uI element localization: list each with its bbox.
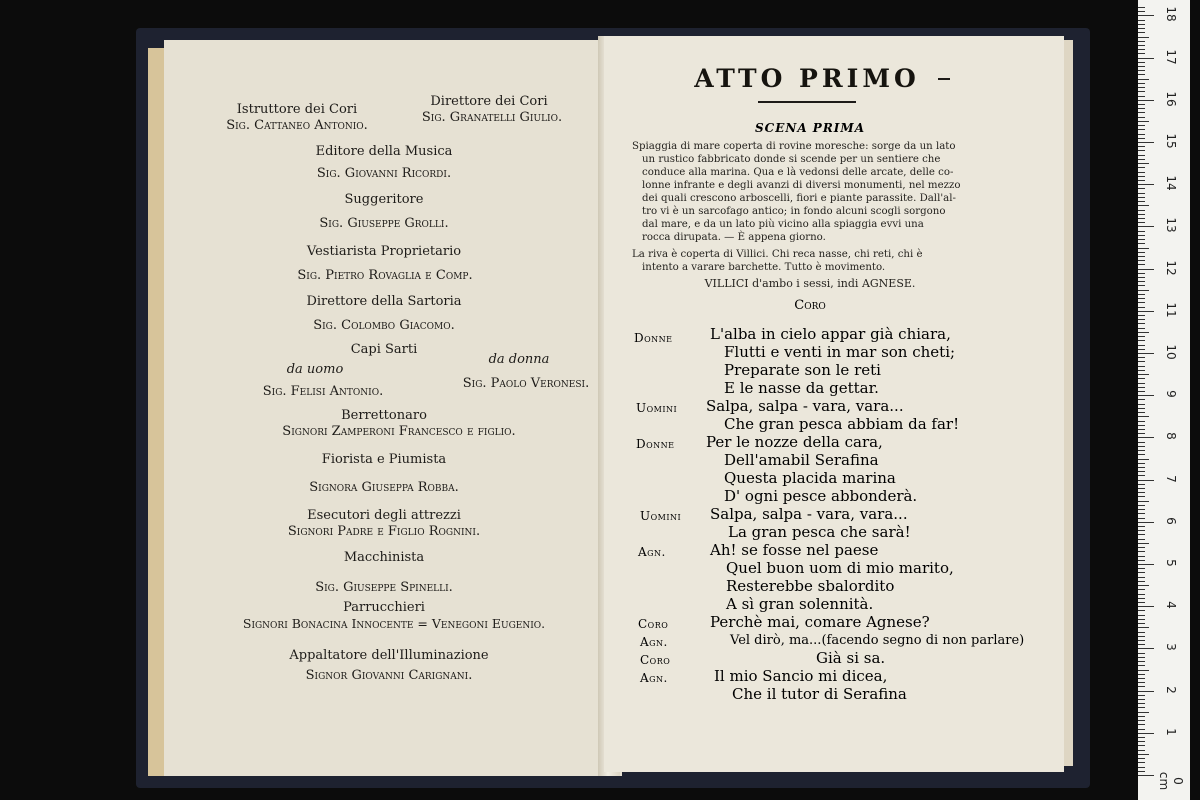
ruler-tick bbox=[1138, 79, 1149, 80]
ruler-label: 3 bbox=[1164, 643, 1178, 652]
ruler-tick bbox=[1138, 775, 1154, 776]
ruler-tick bbox=[1138, 623, 1145, 624]
ruler-tick bbox=[1138, 581, 1145, 582]
ruler-tick bbox=[1138, 627, 1149, 628]
ruler-tick bbox=[1138, 610, 1145, 611]
ruler-tick bbox=[1138, 188, 1145, 189]
ruler-tick bbox=[1138, 691, 1154, 692]
ruler-tick bbox=[1138, 277, 1145, 278]
ruler-tick bbox=[1138, 724, 1145, 725]
ruler-tick bbox=[1138, 522, 1154, 523]
credit-role: Editore della Musica bbox=[315, 144, 453, 159]
ruler-tick bbox=[1138, 117, 1145, 118]
credit-name: Sig. Paolo Veronesi. bbox=[462, 376, 590, 391]
description-line: rocca dirupata. — È appena giorno. bbox=[642, 232, 826, 243]
ruler-tick bbox=[1138, 172, 1145, 173]
ruler-tick bbox=[1138, 459, 1149, 460]
ruler-tick bbox=[1138, 416, 1149, 417]
ruler-tick bbox=[1138, 112, 1145, 113]
ruler-tick bbox=[1138, 404, 1145, 405]
ruler-tick bbox=[1138, 138, 1145, 139]
description-line: dal mare, e da un lato più vicino alla spiaggia evvi una bbox=[642, 219, 924, 230]
ruler-tick bbox=[1138, 121, 1149, 122]
verse-line: Quel buon uom di mio marito, bbox=[726, 559, 954, 577]
ruler-tick bbox=[1138, 699, 1145, 700]
ruler-tick bbox=[1138, 197, 1145, 198]
ruler-label: 2 bbox=[1164, 685, 1178, 694]
ruler-tick bbox=[1138, 108, 1145, 109]
ruler-label: 17 bbox=[1164, 48, 1178, 65]
ruler-tick bbox=[1138, 729, 1145, 730]
ruler-tick bbox=[1138, 336, 1145, 337]
credit-role: Fiorista e Piumista bbox=[321, 452, 447, 467]
verse-line: Vel dirò, ma...(facendo segno di non parlare) bbox=[730, 633, 1025, 648]
credit-name: Sig. Colombo Giacomo. bbox=[313, 318, 455, 333]
ruler-tick bbox=[1138, 640, 1145, 641]
ruler-label: 7 bbox=[1164, 474, 1178, 483]
description-line: dei quali crescono arboscelli, fiori e piante parassite. Dall'al- bbox=[642, 193, 956, 204]
speaker: Uomini bbox=[640, 509, 682, 523]
ruler-tick bbox=[1138, 467, 1145, 468]
ruler-tick bbox=[1138, 425, 1145, 426]
scene-title: SCENA PRIMA bbox=[754, 121, 866, 135]
left-page bbox=[164, 40, 622, 776]
credit-name: Sig. Cattaneo Antonio. bbox=[226, 118, 368, 133]
ruler-tick bbox=[1138, 644, 1145, 645]
credit-name: Signor Giovanni Carignani. bbox=[305, 668, 473, 683]
ruler-tick bbox=[1138, 49, 1145, 50]
ruler-tick bbox=[1138, 269, 1154, 270]
ruler-tick bbox=[1138, 104, 1145, 105]
ruler-label: 16 bbox=[1164, 91, 1178, 107]
ruler-tick bbox=[1138, 264, 1145, 265]
ruler-tick bbox=[1138, 387, 1145, 388]
credit-name: Signori Padre e Figlio Rognini. bbox=[287, 524, 481, 539]
ruler-tick bbox=[1138, 577, 1145, 578]
ruler-label: 18 bbox=[1164, 6, 1178, 23]
ruler-tick bbox=[1138, 433, 1145, 434]
ruler-tick bbox=[1138, 184, 1154, 185]
speaker: Coro bbox=[640, 653, 671, 667]
ruler-tick bbox=[1138, 758, 1145, 759]
speaker: Agn. bbox=[640, 671, 668, 685]
title-dash bbox=[938, 78, 950, 80]
verse-line: Il mio Sancio mi dicea, bbox=[714, 667, 888, 685]
ruler-tick bbox=[1138, 754, 1149, 755]
description-line: La riva è coperta di Villici. Chi reca nasse, chi reti, chi è bbox=[632, 249, 923, 260]
ruler-tick bbox=[1138, 703, 1145, 704]
verse-line: Flutti e venti in mar son cheti; bbox=[724, 343, 956, 361]
ruler-tick bbox=[1138, 480, 1154, 481]
ruler-tick bbox=[1138, 488, 1145, 489]
ruler-tick bbox=[1138, 712, 1149, 713]
ruler-label: 6 bbox=[1164, 516, 1178, 525]
ruler-tick bbox=[1138, 383, 1145, 384]
ruler-tick bbox=[1138, 543, 1149, 544]
ruler-tick bbox=[1138, 653, 1145, 654]
credit-name: Signora Giuseppa Robba. bbox=[309, 480, 459, 495]
ruler-tick bbox=[1138, 551, 1145, 552]
ruler-tick bbox=[1138, 399, 1145, 400]
ruler-tick bbox=[1138, 771, 1145, 772]
description-line: lonne infrante e degli avanzi di diversi monumenti, nel mezzo bbox=[642, 180, 961, 191]
ruler-tick bbox=[1138, 349, 1145, 350]
ruler-tick bbox=[1138, 471, 1145, 472]
ruler-tick bbox=[1138, 615, 1145, 616]
ruler-tick bbox=[1138, 260, 1145, 261]
ruler-tick bbox=[1138, 686, 1145, 687]
verse-line: Già si sa. bbox=[816, 649, 886, 667]
ruler-tick bbox=[1138, 159, 1145, 160]
ruler-tick bbox=[1138, 475, 1145, 476]
ruler-label: 0 cm bbox=[1157, 771, 1185, 791]
credit-name: Sig. Giuseppe Spinelli. bbox=[315, 580, 453, 595]
ruler-tick bbox=[1138, 70, 1145, 71]
ruler-tick bbox=[1138, 682, 1145, 683]
ruler-label: 13 bbox=[1164, 217, 1178, 234]
credit-role: da donna bbox=[488, 352, 550, 367]
ruler-tick bbox=[1138, 302, 1145, 303]
coro-heading: Coro bbox=[794, 298, 826, 313]
ruler-tick bbox=[1138, 530, 1145, 531]
ruler-tick bbox=[1138, 167, 1145, 168]
ruler-tick bbox=[1138, 762, 1145, 763]
verse-line: Questa placida marina bbox=[724, 469, 896, 487]
ruler-tick bbox=[1138, 176, 1145, 177]
ruler-tick bbox=[1138, 285, 1145, 286]
ruler-tick bbox=[1138, 526, 1145, 527]
verse-line: D' ogni pesce abbonderà. bbox=[724, 487, 918, 505]
ruler-label: 8 bbox=[1164, 432, 1178, 441]
ruler-tick bbox=[1138, 594, 1145, 595]
ruler-tick bbox=[1138, 442, 1145, 443]
credit-role: Capi Sarti bbox=[350, 342, 418, 357]
cast-line: VILLICI d'ambo i sessi, indi AGNESE. bbox=[704, 277, 916, 290]
credit-role: Direttore dei Cori bbox=[430, 94, 548, 109]
credit-name: Signori Bonacina Innocente = Venegoni Eugenio. bbox=[242, 616, 546, 631]
credit-role: Berrettonaro bbox=[341, 408, 427, 423]
ruler-tick bbox=[1138, 657, 1145, 658]
description-line: un rustico fabbricato donde si scende per un sentiere che bbox=[642, 154, 941, 165]
credit-role: Macchinista bbox=[343, 550, 425, 565]
ruler-tick bbox=[1138, 150, 1145, 151]
ruler-tick bbox=[1138, 100, 1154, 101]
ruler-tick bbox=[1138, 91, 1145, 92]
ruler-tick bbox=[1138, 243, 1145, 244]
ruler-tick bbox=[1138, 353, 1154, 354]
ruler-tick bbox=[1138, 463, 1145, 464]
verse-line: Salpa, salpa - vara, vara... bbox=[706, 397, 904, 415]
credit-role: Parrucchieri bbox=[343, 600, 425, 615]
ruler-tick bbox=[1138, 585, 1149, 586]
ruler-tick bbox=[1138, 513, 1145, 514]
ruler-tick bbox=[1138, 41, 1145, 42]
speaker: Coro bbox=[638, 617, 669, 631]
credit-name: Sig. Felisi Antonio. bbox=[262, 384, 384, 399]
ruler-label: 11 bbox=[1164, 302, 1178, 318]
description-line: tro vi è un sarcofago antico; in fondo alcuni scogli sorgono bbox=[642, 206, 946, 217]
ruler-tick bbox=[1138, 87, 1145, 88]
ruler-tick bbox=[1138, 556, 1145, 557]
ruler-label: 4 bbox=[1164, 601, 1178, 609]
ruler-tick bbox=[1138, 534, 1145, 535]
ruler-tick bbox=[1138, 66, 1145, 67]
ruler-label: 5 bbox=[1164, 559, 1178, 567]
ruler-tick bbox=[1138, 74, 1145, 75]
ruler-tick bbox=[1138, 767, 1145, 768]
ruler-tick bbox=[1138, 134, 1145, 135]
verse-line: Perchè mai, comare Agnese? bbox=[710, 613, 930, 631]
ruler-tick bbox=[1138, 496, 1145, 497]
ruler-tick bbox=[1138, 222, 1145, 223]
ruler-tick bbox=[1138, 636, 1145, 637]
ruler-tick bbox=[1138, 374, 1149, 375]
credit-name: Sig. Granatelli Giulio. bbox=[421, 110, 563, 125]
ruler-tick bbox=[1138, 501, 1149, 502]
ruler-tick bbox=[1138, 505, 1145, 506]
verse-line: Dell'amabil Serafina bbox=[724, 451, 879, 469]
ruler-tick bbox=[1138, 214, 1145, 215]
ruler-tick bbox=[1138, 564, 1154, 565]
ruler-tick bbox=[1138, 62, 1145, 63]
ruler-tick bbox=[1138, 598, 1145, 599]
ruler-tick bbox=[1138, 429, 1145, 430]
ruler-tick bbox=[1138, 720, 1145, 721]
ruler-tick bbox=[1138, 226, 1154, 227]
ruler-tick bbox=[1138, 323, 1145, 324]
ruler-tick bbox=[1138, 83, 1145, 84]
ruler-label: 15 bbox=[1164, 133, 1178, 149]
ruler-tick bbox=[1138, 163, 1149, 164]
ruler-tick bbox=[1138, 273, 1145, 274]
ruler-tick bbox=[1138, 290, 1149, 291]
ruler-tick bbox=[1138, 632, 1145, 633]
ruler-tick bbox=[1138, 674, 1145, 675]
ruler-tick bbox=[1138, 252, 1145, 253]
description-line: intento a varare barchette. Tutto è movimento. bbox=[642, 262, 886, 273]
ruler-tick bbox=[1138, 201, 1145, 202]
ruler-tick bbox=[1138, 345, 1145, 346]
ruler-tick bbox=[1138, 11, 1145, 12]
ruler-tick bbox=[1138, 32, 1145, 33]
ruler-tick bbox=[1138, 37, 1149, 38]
ruler-tick bbox=[1138, 231, 1145, 232]
ruler-tick bbox=[1138, 421, 1145, 422]
speaker: Agn. bbox=[638, 545, 666, 559]
ruler-tick bbox=[1138, 307, 1145, 308]
verse-line: A sì gran solennità. bbox=[726, 595, 874, 613]
ruler-tick bbox=[1138, 750, 1145, 751]
ruler-tick bbox=[1138, 193, 1145, 194]
ruler-tick bbox=[1138, 568, 1145, 569]
verse-line: La gran pesca che sarà! bbox=[728, 523, 911, 541]
ruler-tick bbox=[1138, 484, 1145, 485]
ruler-tick bbox=[1138, 146, 1145, 147]
ruler-label: 14 bbox=[1164, 175, 1178, 191]
ruler-tick bbox=[1138, 340, 1145, 341]
verse-line: Per le nozze della cara, bbox=[706, 433, 883, 451]
credit-role: Istruttore dei Cori bbox=[236, 102, 358, 117]
ruler-tick bbox=[1138, 24, 1145, 25]
ruler-tick bbox=[1138, 408, 1145, 409]
verse-line: Che gran pesca abbiam da far! bbox=[724, 415, 960, 433]
ruler-tick bbox=[1138, 180, 1145, 181]
ruler-tick bbox=[1138, 53, 1145, 54]
ruler-label: 10 bbox=[1164, 344, 1178, 360]
description-line: Spiaggia di mare coperta di rovine moresche: sorge da un lato bbox=[632, 141, 956, 152]
ruler-tick bbox=[1138, 218, 1145, 219]
verse-line: Ah! se fosse nel paese bbox=[710, 541, 879, 559]
ruler-tick bbox=[1138, 391, 1145, 392]
ruler-tick bbox=[1138, 547, 1145, 548]
credit-role: da uomo bbox=[286, 362, 344, 377]
ruler-tick bbox=[1138, 648, 1154, 649]
ruler-tick bbox=[1138, 298, 1145, 299]
title-rule bbox=[758, 101, 856, 103]
ruler-tick bbox=[1138, 446, 1145, 447]
speaker: Uomini bbox=[636, 401, 678, 415]
verse-line: L'alba in cielo appar già chiara, bbox=[710, 325, 951, 343]
ruler-tick bbox=[1138, 248, 1149, 249]
ruler-tick bbox=[1138, 437, 1154, 438]
ruler-tick bbox=[1138, 370, 1145, 371]
ruler-label: 9 bbox=[1164, 390, 1178, 398]
ruler-tick bbox=[1138, 58, 1154, 59]
ruler-tick bbox=[1138, 256, 1145, 257]
ruler-tick bbox=[1138, 733, 1154, 734]
ruler-tick bbox=[1138, 492, 1145, 493]
ruler-tick bbox=[1138, 328, 1145, 329]
ruler-tick bbox=[1138, 572, 1145, 573]
ruler-tick bbox=[1138, 15, 1154, 16]
ruler-tick bbox=[1138, 319, 1145, 320]
credit-role: Vestiarista Proprietario bbox=[306, 244, 462, 259]
ruler-tick bbox=[1138, 737, 1145, 738]
ruler-tick bbox=[1138, 281, 1145, 282]
verse-line: Che il tutor di Serafina bbox=[732, 685, 907, 703]
ruler-tick bbox=[1138, 745, 1145, 746]
ruler-tick bbox=[1138, 311, 1154, 312]
measuring-ruler bbox=[1138, 0, 1190, 800]
credit-role: Esecutori degli attrezzi bbox=[307, 508, 461, 523]
ruler-tick bbox=[1138, 454, 1145, 455]
ruler-tick bbox=[1138, 395, 1154, 396]
ruler-tick bbox=[1138, 602, 1145, 603]
ruler-tick bbox=[1138, 294, 1145, 295]
ruler-tick bbox=[1138, 661, 1145, 662]
credit-name: Sig. Giuseppe Grolli. bbox=[319, 216, 449, 231]
ruler-tick bbox=[1138, 205, 1149, 206]
ruler-tick bbox=[1138, 560, 1145, 561]
credit-name: Sig. Pietro Rovaglia e Comp. bbox=[297, 268, 473, 283]
ruler-tick bbox=[1138, 235, 1145, 236]
verse-line: E le nasse da gettar. bbox=[724, 379, 879, 397]
ruler-tick bbox=[1138, 619, 1145, 620]
ruler-tick bbox=[1138, 665, 1145, 666]
credit-role: Suggeritore bbox=[344, 192, 424, 207]
ruler-tick bbox=[1138, 539, 1145, 540]
ruler-tick bbox=[1138, 7, 1145, 8]
credit-name: Sig. Giovanni Ricordi. bbox=[316, 166, 452, 181]
ruler-tick bbox=[1138, 670, 1149, 671]
ruler-tick bbox=[1138, 28, 1145, 29]
ruler-tick bbox=[1138, 155, 1145, 156]
ruler-tick bbox=[1138, 509, 1145, 510]
ruler-tick bbox=[1138, 450, 1145, 451]
credit-role: Appaltatore dell'Illuminazione bbox=[289, 648, 489, 663]
ruler-tick bbox=[1138, 707, 1145, 708]
ruler-tick bbox=[1138, 589, 1145, 590]
ruler-tick bbox=[1138, 741, 1145, 742]
description-line: conduce alla marina. Qua e là vedonsi delle arcate, delle co- bbox=[642, 167, 954, 178]
credit-role: Direttore della Sartoria bbox=[306, 294, 462, 309]
ruler-tick bbox=[1138, 315, 1145, 316]
ruler-tick bbox=[1138, 45, 1145, 46]
ruler-tick bbox=[1138, 210, 1145, 211]
ruler-tick bbox=[1138, 125, 1145, 126]
ruler-tick bbox=[1138, 678, 1145, 679]
act-title: ATTO PRIMO bbox=[694, 64, 920, 93]
ruler-tick bbox=[1138, 142, 1154, 143]
verse-line: Salpa, salpa - vara, vara... bbox=[710, 505, 908, 523]
ruler-tick bbox=[1138, 332, 1149, 333]
verse-line: Preparate son le reti bbox=[724, 361, 881, 379]
ruler-tick bbox=[1138, 20, 1145, 21]
ruler-label: 12 bbox=[1164, 259, 1178, 276]
ruler-tick bbox=[1138, 695, 1145, 696]
speaker: Donne bbox=[636, 437, 675, 451]
ruler-tick bbox=[1138, 606, 1154, 607]
ruler-tick bbox=[1138, 716, 1145, 717]
credit-name: Signori Zamperoni Francesco e figlio. bbox=[282, 424, 516, 439]
ruler-tick bbox=[1138, 96, 1145, 97]
ruler-tick bbox=[1138, 239, 1145, 240]
ruler-tick bbox=[1138, 129, 1145, 130]
ruler-tick bbox=[1138, 361, 1145, 362]
ruler-tick bbox=[1138, 378, 1145, 379]
speaker: Agn. bbox=[640, 635, 668, 649]
ruler-tick bbox=[1138, 412, 1145, 413]
ruler-label: 1 bbox=[1164, 727, 1178, 736]
speaker: Donne bbox=[634, 331, 673, 345]
ruler-tick bbox=[1138, 366, 1145, 367]
ruler-tick bbox=[1138, 357, 1145, 358]
verse-line: Resterebbe sbalordito bbox=[726, 577, 895, 595]
ruler-tick bbox=[1138, 518, 1145, 519]
